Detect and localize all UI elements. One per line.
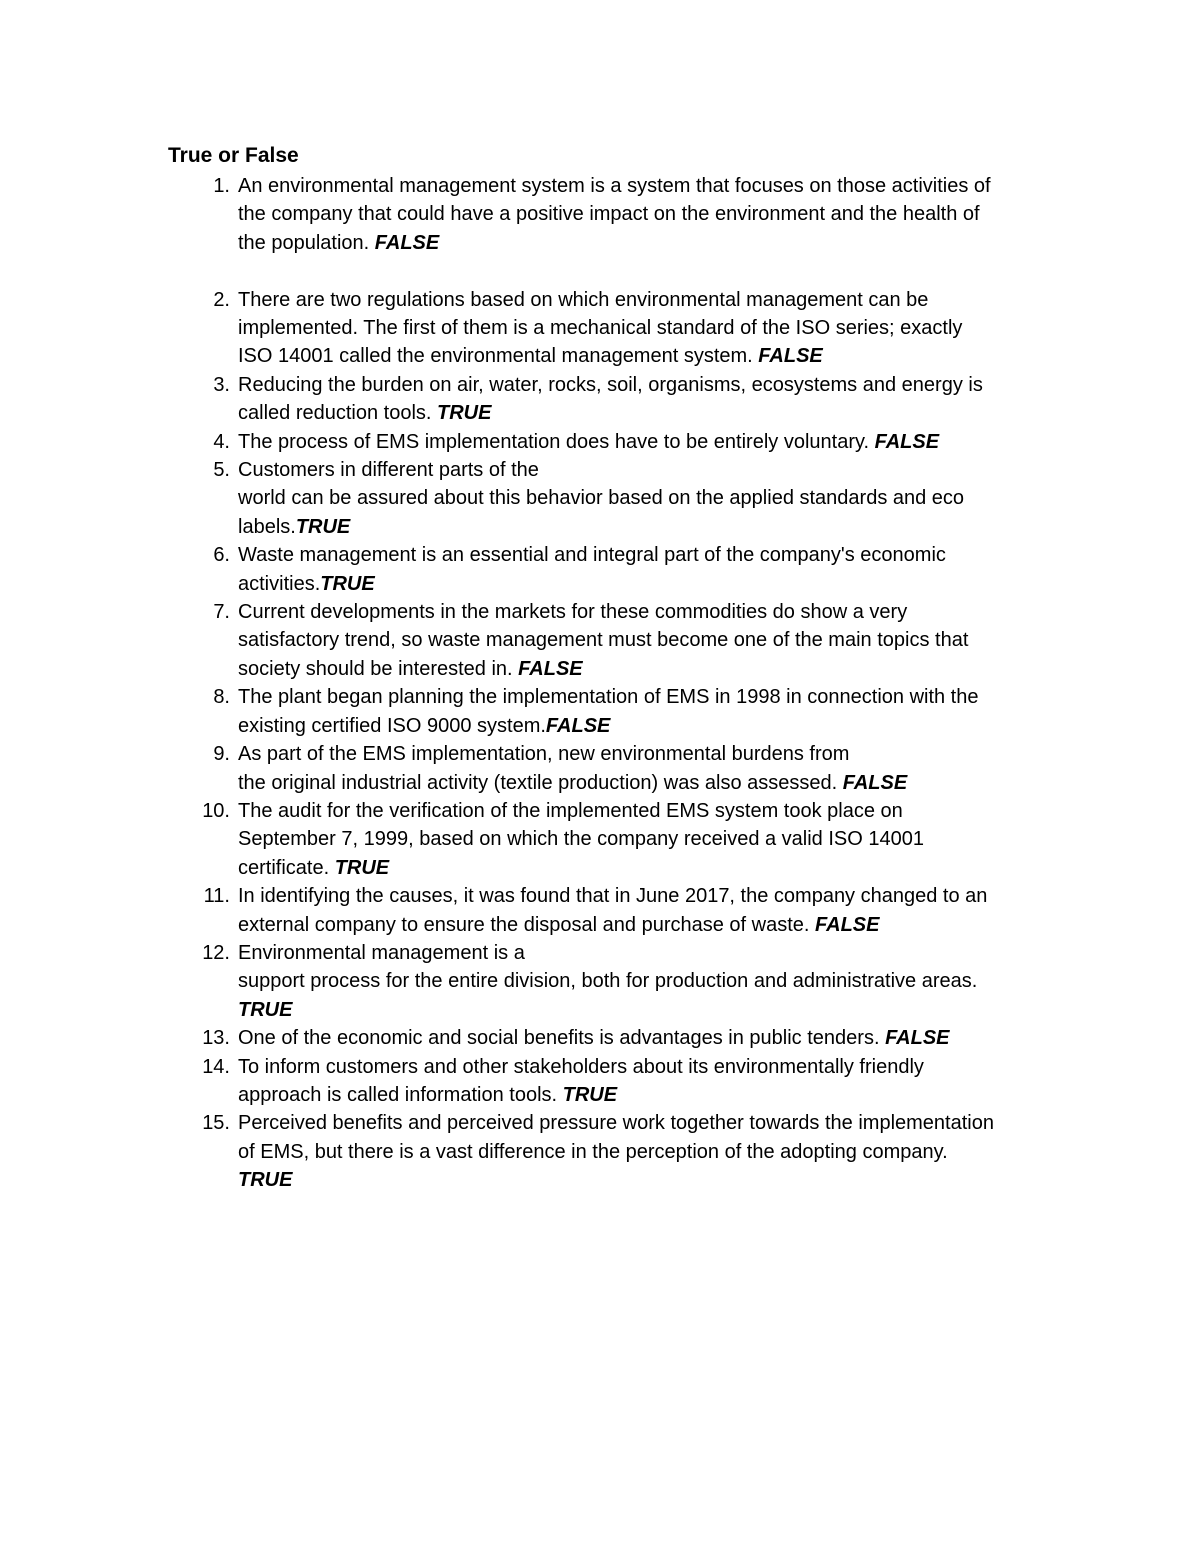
question-text: support process for the entire division, both for production and administrative areas.: [238, 970, 978, 993]
answer-label: FALSE: [374, 231, 440, 254]
question-text: As part of the EMS implementation, new environmental burdens from: [238, 743, 850, 766]
question-text-line: [238, 1081, 1068, 1109]
question-text: One of the economic and social benefits is advantages in public tenders.: [238, 1027, 886, 1050]
question-text-line: [238, 996, 1068, 1024]
answer-label: FALSE: [758, 345, 823, 368]
question-text-line: [238, 1138, 1068, 1166]
question-text-line: [238, 911, 1068, 939]
question-text-line: [238, 484, 1068, 512]
answer-label: TRUE: [295, 515, 351, 538]
question-number: 5.: [213, 459, 230, 482]
question-item: [213, 598, 1068, 683]
answer-label: FALSE: [842, 771, 908, 794]
question-text: The audit for the verification of the implemented EMS system took place on: [238, 799, 903, 822]
question-text-line: [238, 598, 1068, 626]
question-text: To inform customers and other stakeholders about its environmentally friendly: [238, 1055, 924, 1078]
question-text-line: [238, 342, 1068, 370]
question-text-line: [238, 570, 1068, 598]
question-text: certificate.: [238, 856, 335, 879]
question-text: Perceived benefits and perceived pressure work together towards the implementation: [238, 1112, 994, 1135]
question-text: society should be interested in.: [238, 657, 519, 680]
question-text: called reduction tools.: [238, 402, 438, 425]
question-text: labels.: [238, 515, 296, 538]
question-number: 7.: [213, 601, 230, 624]
answer-label: TRUE: [437, 402, 492, 425]
question-text-line: [238, 1024, 1068, 1052]
question-text: ISO 14001 called the environmental management system.: [238, 345, 759, 368]
question-item: [202, 797, 1068, 882]
answer-label: FALSE: [545, 714, 611, 737]
question-text-line: [238, 1109, 1068, 1137]
question-text-line: [238, 769, 1068, 797]
question-text-line: [238, 825, 1068, 853]
question-text-line: [238, 200, 1068, 228]
question-text: activities.: [238, 572, 321, 595]
question-text: The plant began planning the implementation of EMS in 1998 in connection with the: [238, 686, 979, 709]
question-text-line: [238, 286, 1068, 314]
question-text-line: [238, 655, 1068, 683]
answer-label: FALSE: [815, 913, 880, 936]
question-text-line: [238, 712, 1068, 740]
question-text-line: [238, 740, 1068, 768]
question-item: [202, 1053, 1068, 1110]
question-text-line: [238, 1166, 1068, 1194]
answer-label: TRUE: [334, 856, 390, 879]
question-text-line: [238, 626, 1068, 654]
question-text: Reducing the burden on air, water, rocks, soil, organisms, ecosystems and energy is: [238, 373, 983, 396]
question-text-line: [238, 456, 1068, 484]
question-text: the company that could have a positive impact on the environment and the health of: [238, 203, 980, 226]
question-text-line: [238, 172, 1068, 200]
question-item: [202, 939, 1068, 1024]
answer-label: FALSE: [885, 1027, 950, 1050]
question-text: An environmental management system is a system that focuses on those activities of: [238, 175, 991, 197]
question-text-line: [238, 797, 1068, 825]
question-item: [213, 541, 1068, 598]
question-text-line: [238, 314, 1068, 342]
question-text: The process of EMS implementation does have to be entirely voluntary.: [238, 430, 875, 453]
question-text: In identifying the causes, it was found that in June 2017, the company changed to an: [238, 885, 988, 908]
question-item: [202, 1024, 1068, 1052]
question-text: Customers in different parts of the: [238, 459, 539, 482]
question-text: approach is called information tools.: [238, 1083, 563, 1106]
question-text-line: [238, 1053, 1068, 1081]
question-number: 13.: [202, 1027, 230, 1050]
question-text: implemented. The first of them is a mechanical standard of the ISO series; exactly: [238, 317, 963, 340]
answer-label: TRUE: [238, 1169, 293, 1192]
question-text-line: [238, 939, 1068, 967]
question-number: 1.: [213, 175, 230, 197]
question-text: the population.: [238, 231, 375, 254]
question-text: September 7, 1999, based on which the company received a valid ISO 14001: [238, 828, 924, 851]
question-number: 6.: [213, 544, 230, 567]
question-text: Environmental management is a: [238, 941, 525, 964]
question-number: 8.: [213, 686, 230, 709]
question-number: 4.: [213, 430, 230, 453]
question-number: 10.: [202, 799, 230, 822]
question-text-line: [238, 683, 1068, 711]
question-text: the original industrial activity (textile production) was also assessed.: [238, 771, 843, 794]
question-text: world can be assured about this behavior based on the applied standards and eco: [238, 487, 965, 510]
page-title: True or False: [168, 144, 299, 167]
question-number: 12.: [202, 941, 230, 964]
question-item: [213, 428, 1068, 456]
question-text-line: [238, 967, 1068, 995]
question-number: 11.: [203, 885, 230, 908]
question-text: existing certified ISO 9000 system.: [238, 714, 546, 737]
question-text-line: [238, 854, 1068, 882]
answer-label: FALSE: [518, 657, 583, 680]
question-text: There are two regulations based on which environmental management can be: [238, 288, 929, 311]
question-text-line: [238, 229, 1068, 257]
question-text-line: [238, 541, 1068, 569]
question-text: Current developments in the markets for these commodities do show a very: [238, 601, 908, 624]
question-text-line: [238, 513, 1068, 541]
question-text-line: [238, 882, 1068, 910]
question-text-line: [238, 428, 1068, 456]
question-item: [213, 286, 1068, 371]
question-text-line: [238, 371, 1068, 399]
question-number: 15.: [202, 1112, 230, 1135]
question-list: [202, 172, 1068, 1195]
answer-label: TRUE: [562, 1083, 618, 1106]
question-item: [202, 1109, 1068, 1194]
question-number: 14.: [202, 1055, 230, 1078]
question-text: external company to ensure the disposal and purchase of waste.: [238, 913, 816, 936]
question-item: [213, 740, 1068, 797]
question-number: 2.: [213, 288, 230, 311]
question-item: [213, 456, 1068, 541]
question-text: satisfactory trend, so waste management must become one of the main topics that: [238, 629, 969, 652]
question-text-line: [238, 399, 1068, 427]
answer-label: TRUE: [320, 572, 375, 595]
question-number: 9.: [213, 743, 230, 766]
question-item: [213, 172, 1068, 257]
answer-label: TRUE: [238, 998, 293, 1021]
question-number: 3.: [213, 373, 230, 396]
question-item: [213, 371, 1068, 428]
question-item: [213, 683, 1068, 740]
answer-label: FALSE: [874, 430, 940, 453]
question-text: of EMS, but there is a vast difference in the perception of the adopting company.: [238, 1140, 948, 1163]
question-text: Waste management is an essential and integral part of the company's economic: [238, 544, 946, 567]
question-item: [203, 882, 1068, 939]
